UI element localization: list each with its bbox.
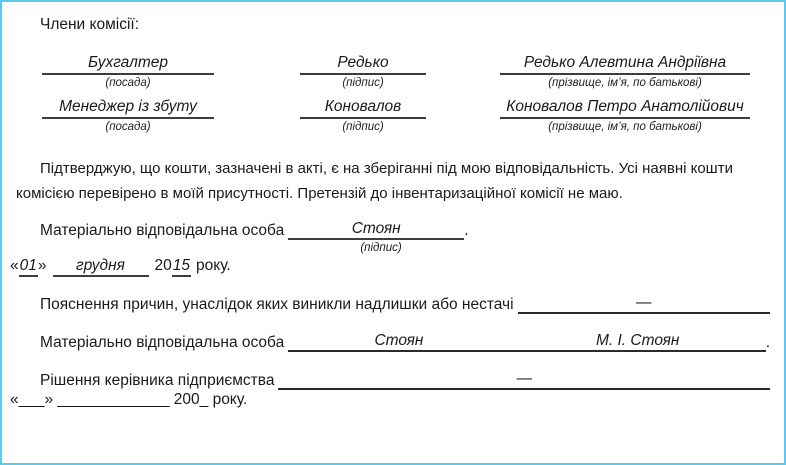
confirmation-paragraph: Підтверджую, що кошти, зазначені в акті, є на зберіганні під мою відповідальність. Усі наявні кошти комісією перевірено в моїй присутності. Претензій до інвентаризаційної комісії не маю. bbox=[16, 160, 733, 202]
year-field: 15 bbox=[172, 257, 191, 277]
signature-cell bbox=[300, 98, 426, 133]
position-cell bbox=[42, 98, 214, 133]
fullname-value: Редько Алевтина Андріївна bbox=[500, 54, 750, 75]
position-value: Бухгалтер bbox=[42, 54, 214, 75]
signature-cell bbox=[300, 54, 426, 89]
decision-value-field: — bbox=[278, 370, 770, 390]
responsible-person-signature-field: Стоян bbox=[288, 220, 464, 240]
signature-caption: (підпис) bbox=[342, 121, 384, 133]
blank-date-line: «___» _____________ 200_ року. bbox=[10, 391, 248, 408]
line-terminator: . bbox=[765, 334, 770, 351]
decision-label: Рішення керівника підприємства bbox=[40, 372, 275, 389]
explanation-label: Пояснення причин, унаслідок яких виникли надлишки або нестачі bbox=[40, 296, 514, 313]
decision-line bbox=[16, 370, 770, 390]
fullname-caption: (прізвище, ім’я, по батькові) bbox=[548, 77, 702, 89]
commission-row-1 bbox=[16, 54, 770, 89]
signature-value: Редько bbox=[300, 54, 426, 75]
position-cell bbox=[42, 54, 214, 89]
year-prefix: 20 bbox=[154, 257, 172, 274]
close-quote: » bbox=[37, 257, 47, 274]
line-terminator: . bbox=[464, 222, 469, 239]
position-caption: (посада) bbox=[105, 121, 151, 133]
explanation-value-field: — bbox=[518, 294, 770, 314]
day-field: 01 bbox=[19, 257, 38, 277]
commission-heading: Члени комісії: bbox=[40, 16, 140, 33]
fullname-value: Коновалов Петро Анатолійович bbox=[500, 98, 750, 119]
fullname-cell bbox=[500, 98, 750, 133]
responsible-person-label: Матеріально відповідальна особа bbox=[40, 222, 285, 239]
responsible-person-line-1 bbox=[16, 220, 770, 240]
year-word: року. bbox=[196, 257, 231, 274]
fullname-cell bbox=[500, 54, 750, 89]
explanation-line bbox=[16, 294, 770, 314]
open-quote: « bbox=[10, 257, 19, 274]
commission-signature-table bbox=[16, 54, 770, 133]
responsible-person-signature-name-field bbox=[288, 332, 765, 352]
signature-caption: (підпис) bbox=[342, 77, 384, 89]
responsible-person-line-2 bbox=[16, 332, 770, 352]
date-line bbox=[10, 257, 770, 277]
commission-row-2 bbox=[16, 98, 770, 133]
responsible-person-label: Матеріально відповідальна особа bbox=[40, 334, 285, 351]
signature-value: Коновалов bbox=[300, 98, 426, 119]
position-caption: (посада) bbox=[105, 77, 151, 89]
signature-caption: (підпис) bbox=[360, 242, 402, 254]
signature-value: Стоян bbox=[374, 332, 424, 349]
fullname-caption: (прізвище, ім’я, по батькові) bbox=[548, 121, 702, 133]
position-value: Менеджер із збуту bbox=[42, 98, 214, 119]
month-field: грудня bbox=[53, 257, 149, 277]
name-value: М. І. Стоян bbox=[595, 332, 680, 349]
